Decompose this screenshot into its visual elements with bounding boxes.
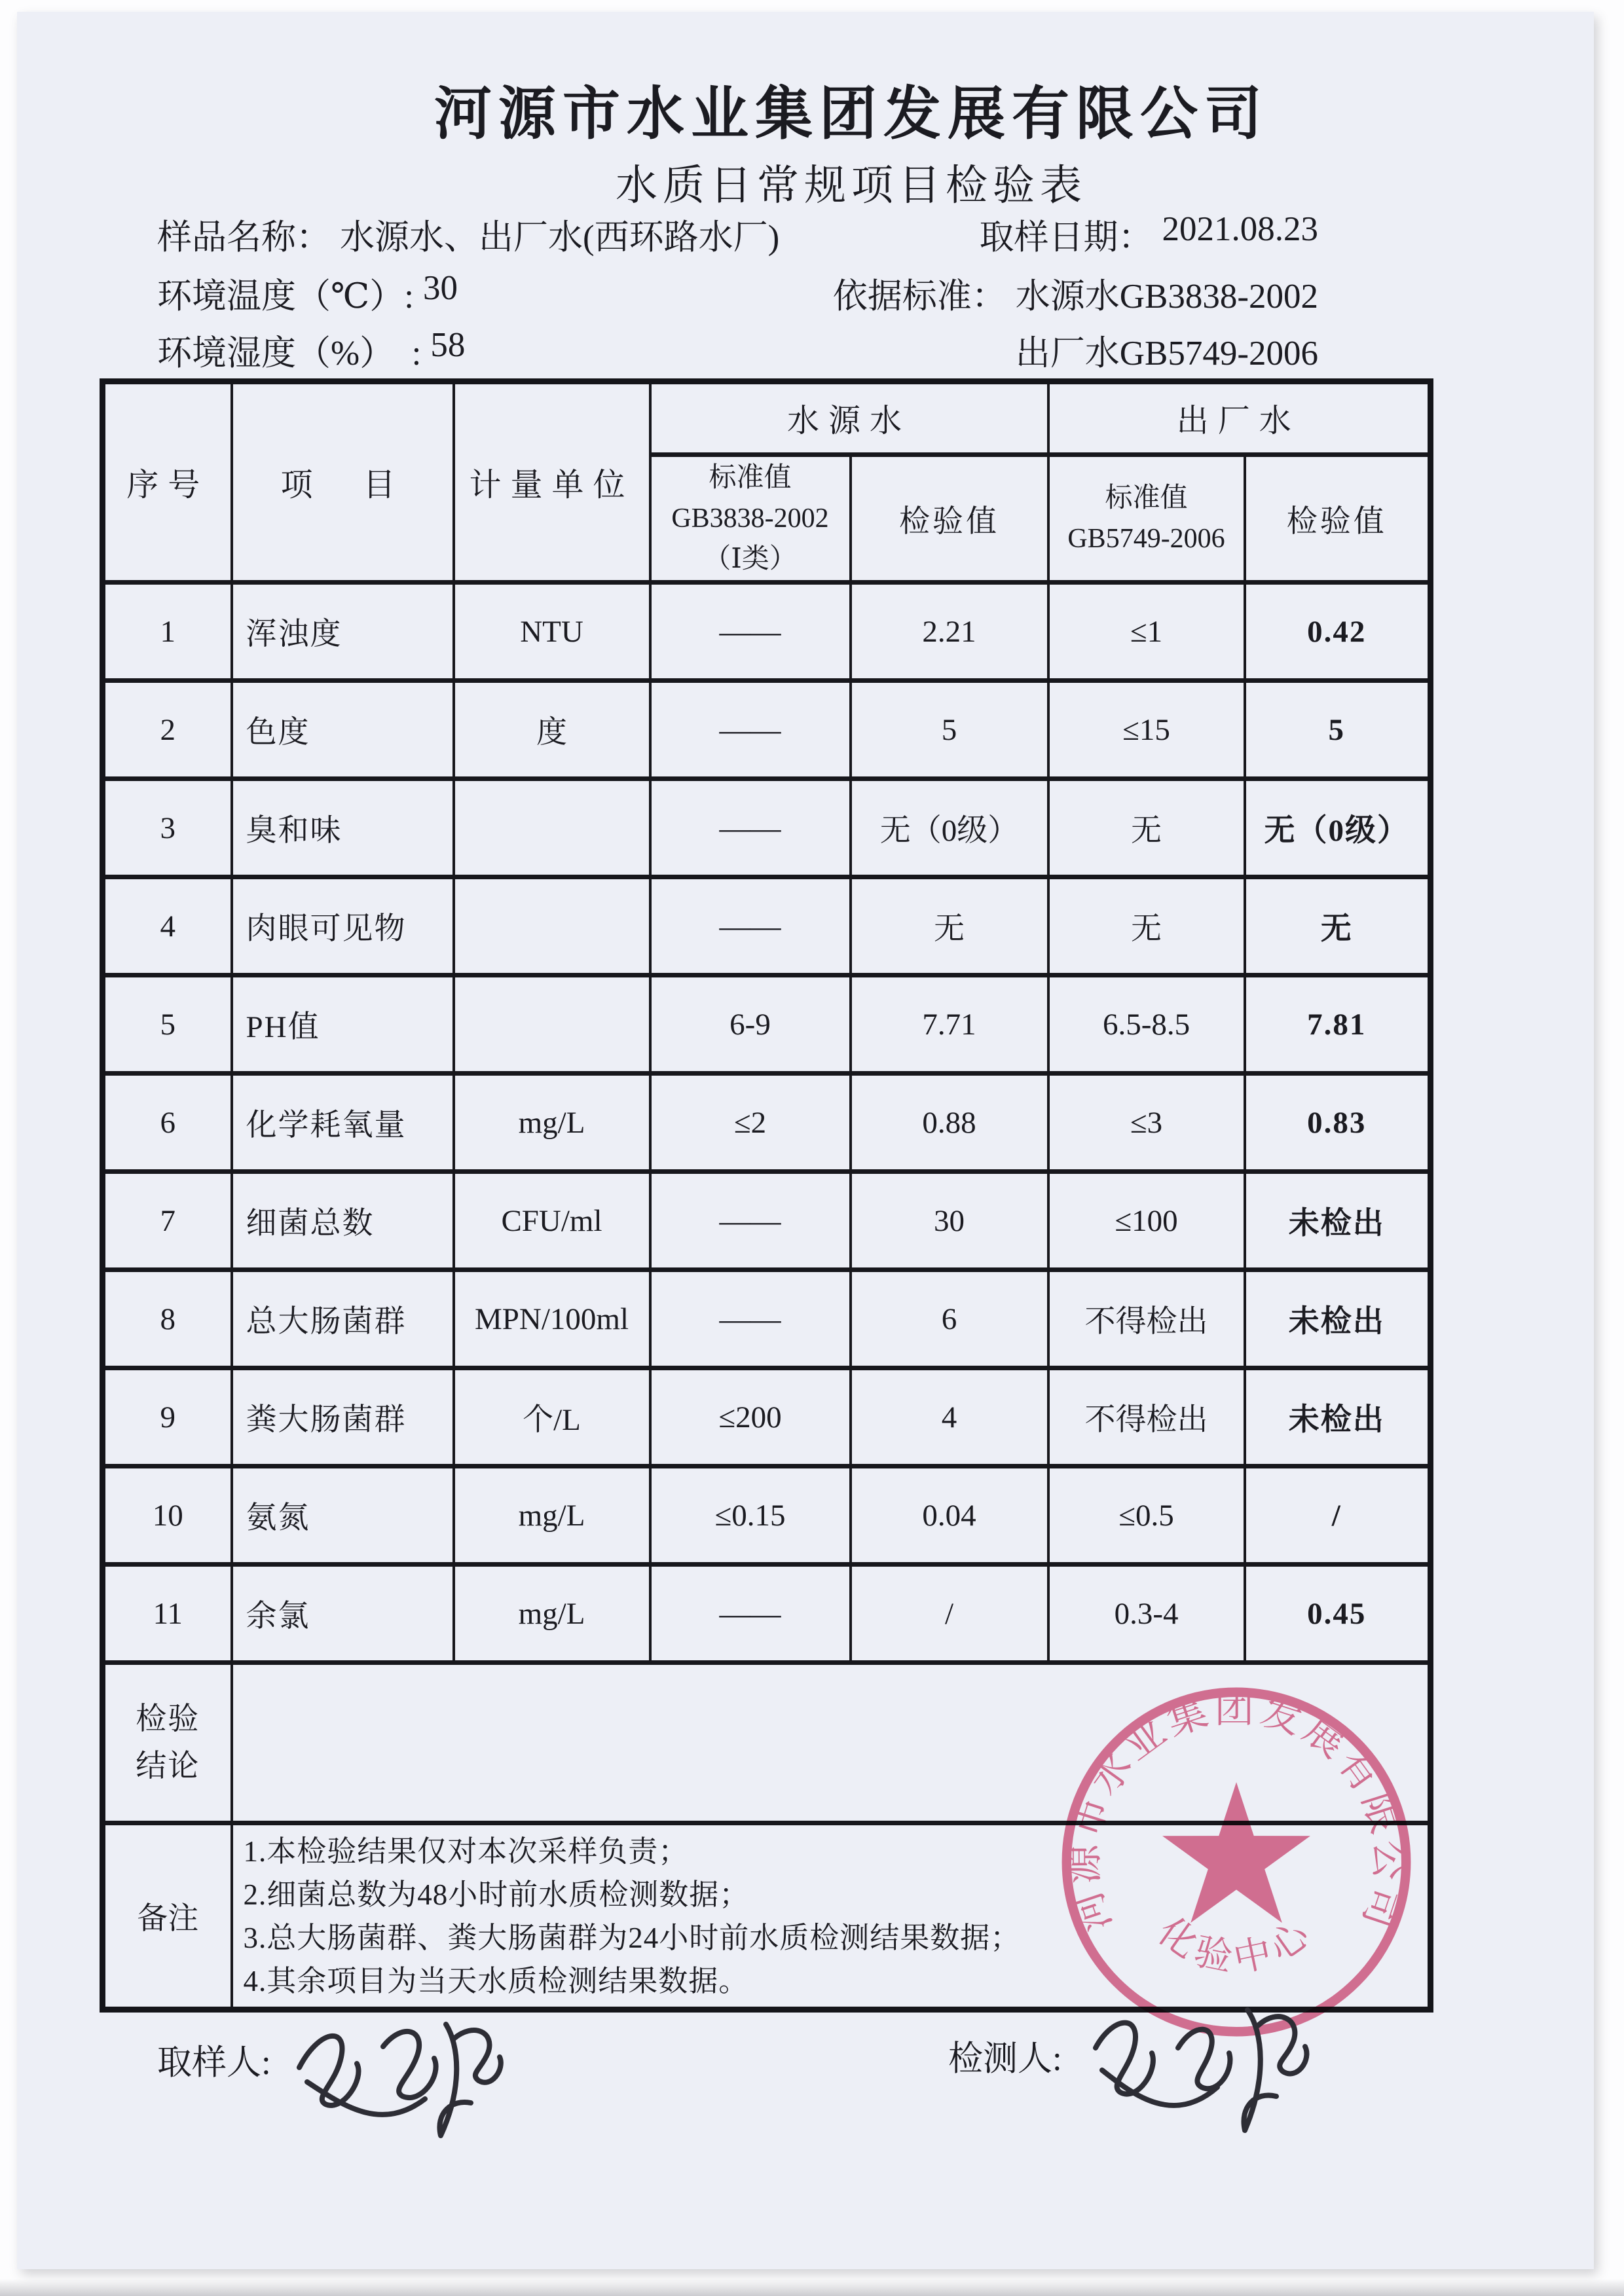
cell-unit: NTU xyxy=(454,583,650,681)
cell-no: 9 xyxy=(103,1368,232,1467)
cell-unit: MPN/100ml xyxy=(454,1270,650,1368)
cell-unit xyxy=(454,877,650,975)
cell-factory-test-value: 5 xyxy=(1245,681,1431,779)
cell-unit: mg/L xyxy=(454,1467,650,1565)
col-header-source-test: 检验值 xyxy=(851,455,1048,583)
cell-unit xyxy=(454,779,650,877)
tester-label: 检测人: xyxy=(948,2040,1062,2078)
remark-line: 4.其余项目为当天水质检测结果数据。 xyxy=(243,1964,749,1997)
table-body xyxy=(103,583,1431,1663)
cell-factory-standard: 无 xyxy=(1048,877,1245,975)
cell-item: 臭和味 xyxy=(232,779,454,877)
cell-no: 7 xyxy=(103,1172,232,1270)
group-header-source-water: 水源水 xyxy=(650,382,1048,455)
col-header-unit: 计量单位 xyxy=(454,382,650,583)
factory-standard-line2: GB5749-2006 xyxy=(1067,524,1225,554)
cell-source-test-value: 6 xyxy=(851,1270,1048,1368)
cell-source-test-value: 5 xyxy=(851,681,1048,779)
cell-source-standard: ≤0.15 xyxy=(650,1467,851,1565)
table-row xyxy=(103,975,1431,1074)
cell-no: 6 xyxy=(103,1074,232,1172)
cell-item: 粪大肠菌群 xyxy=(232,1368,454,1467)
cell-source-standard: —— xyxy=(650,779,851,877)
seal-center-text: 化验中心 xyxy=(1150,1909,1323,1981)
cell-source-standard: —— xyxy=(650,1172,851,1270)
cell-item: 总大肠菌群 xyxy=(232,1270,454,1368)
group-header-factory-water: 出厂水 xyxy=(1048,382,1431,455)
conclusion-label-line1: 检验 xyxy=(136,1702,200,1736)
cell-source-test-value: 30 xyxy=(851,1172,1048,1270)
cell-no: 11 xyxy=(103,1565,232,1663)
cell-no: 10 xyxy=(103,1467,232,1565)
sample-info-line xyxy=(157,210,1378,259)
cell-unit: mg/L xyxy=(454,1074,650,1172)
cell-source-standard: —— xyxy=(650,1565,851,1663)
sample-date-label: 取样日期： xyxy=(979,219,1153,257)
factory-standard-line1: 标准值 xyxy=(1105,483,1188,513)
seal-star-icon xyxy=(1162,1782,1310,1923)
conclusion-label-line2: 结论 xyxy=(136,1749,200,1783)
cell-source-test-value: / xyxy=(851,1565,1048,1663)
env-temp-label: 环境温度（℃）: xyxy=(157,278,415,316)
cell-factory-standard: 0.3-4 xyxy=(1048,1565,1245,1663)
standard-factory-value: 出厂水GB5749-2006 xyxy=(1015,335,1318,373)
col-header-source-standard xyxy=(650,455,851,583)
cell-item: 色度 xyxy=(232,681,454,779)
sampler-signature-block xyxy=(157,2035,271,2085)
standard-label: 依据标准： xyxy=(832,278,1006,316)
report-title: 水质日常规项目检验表 xyxy=(616,162,1087,209)
cell-item: 余氯 xyxy=(232,1565,454,1663)
env-humidity-value: 58 xyxy=(430,326,466,364)
table-row xyxy=(103,1565,1431,1663)
sample-name-value: 水源水、出厂水(西环路水厂) xyxy=(340,219,780,257)
cell-item: 浑浊度 xyxy=(232,583,454,681)
cell-factory-test-value: 0.45 xyxy=(1245,1565,1431,1663)
cell-factory-standard: ≤15 xyxy=(1048,681,1245,779)
col-header-item: 项 目 xyxy=(232,382,454,583)
source-standard-line1: 标准值 xyxy=(709,463,792,493)
cell-source-standard: —— xyxy=(650,681,851,779)
seal-ring-text: 河源市水业集团发展有限公司 xyxy=(1062,1686,1411,1937)
remark-line: 2.细菌总数为48小时前水质检测数据； xyxy=(243,1878,750,1911)
cell-source-test-value: 无（0级） xyxy=(851,779,1048,877)
sample-date-value: 2021.08.23 xyxy=(1162,210,1318,248)
cell-source-test-value: 4 xyxy=(851,1368,1048,1467)
cell-factory-standard: ≤3 xyxy=(1048,1074,1245,1172)
cell-factory-standard: 6.5-8.5 xyxy=(1048,975,1245,1074)
cell-source-test-value: 7.71 xyxy=(851,975,1048,1074)
table-row xyxy=(103,1172,1431,1270)
tester-signature-block xyxy=(948,2031,1062,2081)
cell-factory-test-value: 0.42 xyxy=(1245,583,1431,681)
col-header-factory-standard xyxy=(1048,455,1245,583)
company-title: 河源市水业集团发展有限公司 xyxy=(434,83,1268,147)
cell-factory-test-value: 未检出 xyxy=(1245,1270,1431,1368)
cell-factory-standard: 不得检出 xyxy=(1048,1270,1245,1368)
cell-factory-test-value: 未检出 xyxy=(1245,1368,1431,1467)
table-row xyxy=(103,1368,1431,1467)
cell-unit: CFU/ml xyxy=(454,1172,650,1270)
table-head xyxy=(103,382,1431,583)
source-standard-line3: （Ⅰ类） xyxy=(703,544,797,574)
cell-source-standard: —— xyxy=(650,583,851,681)
cell-factory-standard: ≤1 xyxy=(1048,583,1245,681)
cell-source-test-value: 无 xyxy=(851,877,1048,975)
col-header-factory-test: 检验值 xyxy=(1245,455,1431,583)
cell-item: 氨氮 xyxy=(232,1467,454,1565)
cell-source-standard: —— xyxy=(650,1270,851,1368)
cell-source-standard: ≤2 xyxy=(650,1074,851,1172)
cell-factory-standard: ≤100 xyxy=(1048,1172,1245,1270)
cell-source-standard: ≤200 xyxy=(650,1368,851,1467)
cell-no: 3 xyxy=(103,779,232,877)
cell-factory-test-value: 0.83 xyxy=(1245,1074,1431,1172)
env-temp-value: 30 xyxy=(423,269,458,307)
env-humidity-line xyxy=(157,325,1378,375)
company-seal-stamp xyxy=(1050,1676,1422,2048)
table-row xyxy=(103,583,1431,681)
cell-no: 4 xyxy=(103,877,232,975)
cell-factory-test-value: 7.81 xyxy=(1245,975,1431,1074)
sample-name-label: 样品名称： xyxy=(157,219,331,257)
cell-source-test-value: 0.04 xyxy=(851,1467,1048,1565)
cell-factory-standard: 无 xyxy=(1048,779,1245,877)
table-row xyxy=(103,1074,1431,1172)
cell-source-standard: 6-9 xyxy=(650,975,851,1074)
remark-line: 3.总大肠菌群、粪大肠菌群为24小时前水质检测结果数据； xyxy=(243,1921,1021,1954)
cell-item: 化学耗氧量 xyxy=(232,1074,454,1172)
source-standard-line2: GB3838-2002 xyxy=(671,503,829,534)
cell-no: 1 xyxy=(103,583,232,681)
cell-source-test-value: 0.88 xyxy=(851,1074,1048,1172)
conclusion-label xyxy=(103,1663,232,1823)
standard-source-value: 水源水GB3838-2002 xyxy=(1015,278,1318,316)
cell-factory-test-value: 未检出 xyxy=(1245,1172,1431,1270)
table-row xyxy=(103,681,1431,779)
cell-factory-test-value: 无（0级） xyxy=(1245,779,1431,877)
cell-factory-standard: ≤0.5 xyxy=(1048,1467,1245,1565)
env-humidity-label: 环境湿度（%） : xyxy=(157,335,422,373)
col-header-no: 序号 xyxy=(103,382,232,583)
cell-factory-test-value: 无 xyxy=(1245,877,1431,975)
cell-unit: 个/L xyxy=(454,1368,650,1467)
scan-shadow-edge xyxy=(0,2279,1624,2296)
env-temp-line xyxy=(157,268,1378,318)
table-row xyxy=(103,1270,1431,1368)
cell-no: 5 xyxy=(103,975,232,1074)
cell-factory-test-value: / xyxy=(1245,1467,1431,1565)
cell-item: PH值 xyxy=(232,975,454,1074)
cell-no: 8 xyxy=(103,1270,232,1368)
svg-text:化验中心 xyxy=(1151,1909,1323,1980)
cell-item: 肉眼可见物 xyxy=(232,877,454,975)
table-row xyxy=(103,877,1431,975)
table-row xyxy=(103,1467,1431,1565)
remarks-label: 备注 xyxy=(103,1823,232,2010)
cell-item: 细菌总数 xyxy=(232,1172,454,1270)
sampler-label: 取样人: xyxy=(157,2044,271,2082)
cell-factory-standard: 不得检出 xyxy=(1048,1368,1245,1467)
cell-unit xyxy=(454,975,650,1074)
table-row xyxy=(103,779,1431,877)
cell-no: 2 xyxy=(103,681,232,779)
cell-unit: mg/L xyxy=(454,1565,650,1663)
cell-unit: 度 xyxy=(454,681,650,779)
cell-source-test-value: 2.21 xyxy=(851,583,1048,681)
remark-line: 1.本检验结果仅对本次采样负责； xyxy=(243,1834,689,1868)
cell-source-standard: —— xyxy=(650,877,851,975)
